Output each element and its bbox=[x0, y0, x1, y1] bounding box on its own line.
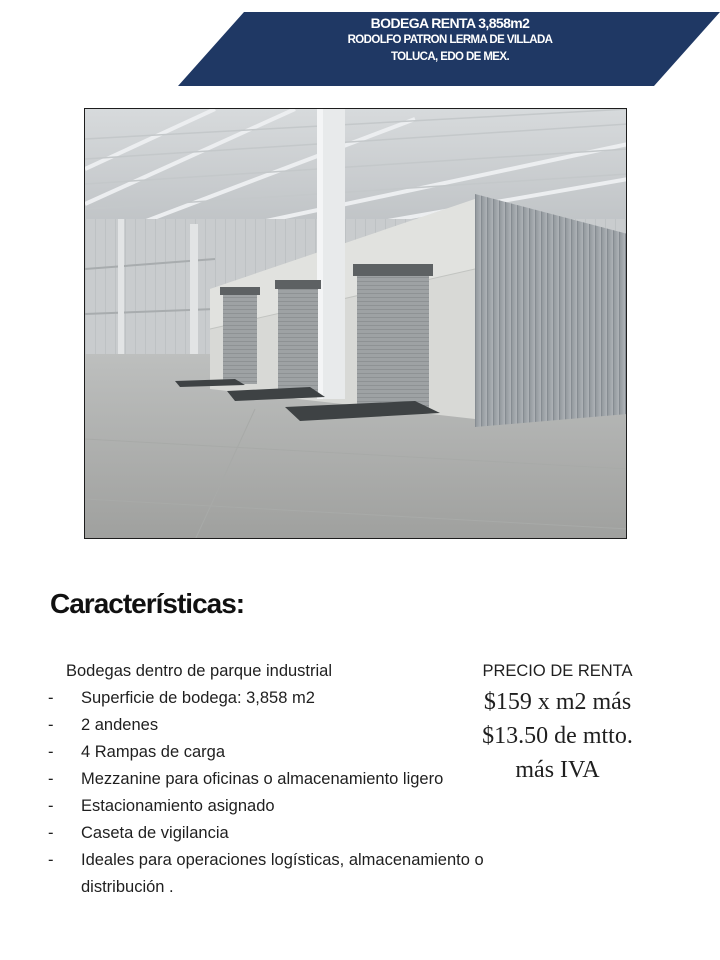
warehouse-image bbox=[85, 109, 627, 539]
feature-text: Estacionamiento asignado bbox=[81, 797, 275, 815]
feature-text: Mezzanine para oficinas o almacenamiento ligero bbox=[81, 770, 444, 788]
banner-address: RODOLFO PATRON LERMA DE VILLADA bbox=[347, 34, 553, 46]
feature-text: 4 Rampas de carga bbox=[81, 743, 225, 761]
warehouse-photo bbox=[84, 108, 627, 539]
price-tax: más IVA bbox=[515, 757, 600, 783]
bullet-dash: - bbox=[48, 824, 54, 842]
feature-item bbox=[48, 820, 508, 847]
features-intro: Bodegas dentro de parque industrial bbox=[66, 662, 333, 680]
feature-item bbox=[48, 739, 508, 766]
feature-text: Ideales para operaciones logísticas, almacenamiento o distribución . bbox=[81, 851, 484, 896]
banner-title: BODEGA RENTA 3,858m2 bbox=[370, 15, 530, 31]
feature-item bbox=[48, 712, 508, 739]
price-per-m2: $159 x m2 más bbox=[483, 689, 632, 715]
feature-text: Superficie de bodega: 3,858 m2 bbox=[81, 689, 315, 707]
price-maintenance: $13.50 de mtto. bbox=[482, 723, 633, 749]
bullet-dash: - bbox=[48, 743, 54, 761]
feature-items bbox=[48, 685, 508, 901]
bullet-dash: - bbox=[48, 851, 54, 869]
feature-item bbox=[48, 847, 508, 901]
features-list bbox=[48, 658, 508, 901]
bullet-dash: - bbox=[48, 797, 54, 815]
feature-text: Caseta de vigilancia bbox=[81, 824, 229, 842]
bullet-dash: - bbox=[48, 716, 54, 734]
feature-item bbox=[48, 766, 508, 793]
price-block bbox=[455, 657, 660, 787]
features-heading: Características: bbox=[50, 588, 245, 619]
bullet-dash: - bbox=[48, 689, 54, 707]
price-title: PRECIO DE RENTA bbox=[482, 662, 633, 680]
header-banner bbox=[0, 0, 720, 90]
bullet-dash: - bbox=[48, 770, 54, 788]
feature-text: 2 andenes bbox=[81, 716, 159, 734]
banner-text bbox=[240, 15, 660, 66]
feature-item bbox=[48, 685, 508, 712]
feature-item bbox=[48, 793, 508, 820]
banner-city: TOLUCA, EDO DE MEX. bbox=[390, 51, 510, 63]
